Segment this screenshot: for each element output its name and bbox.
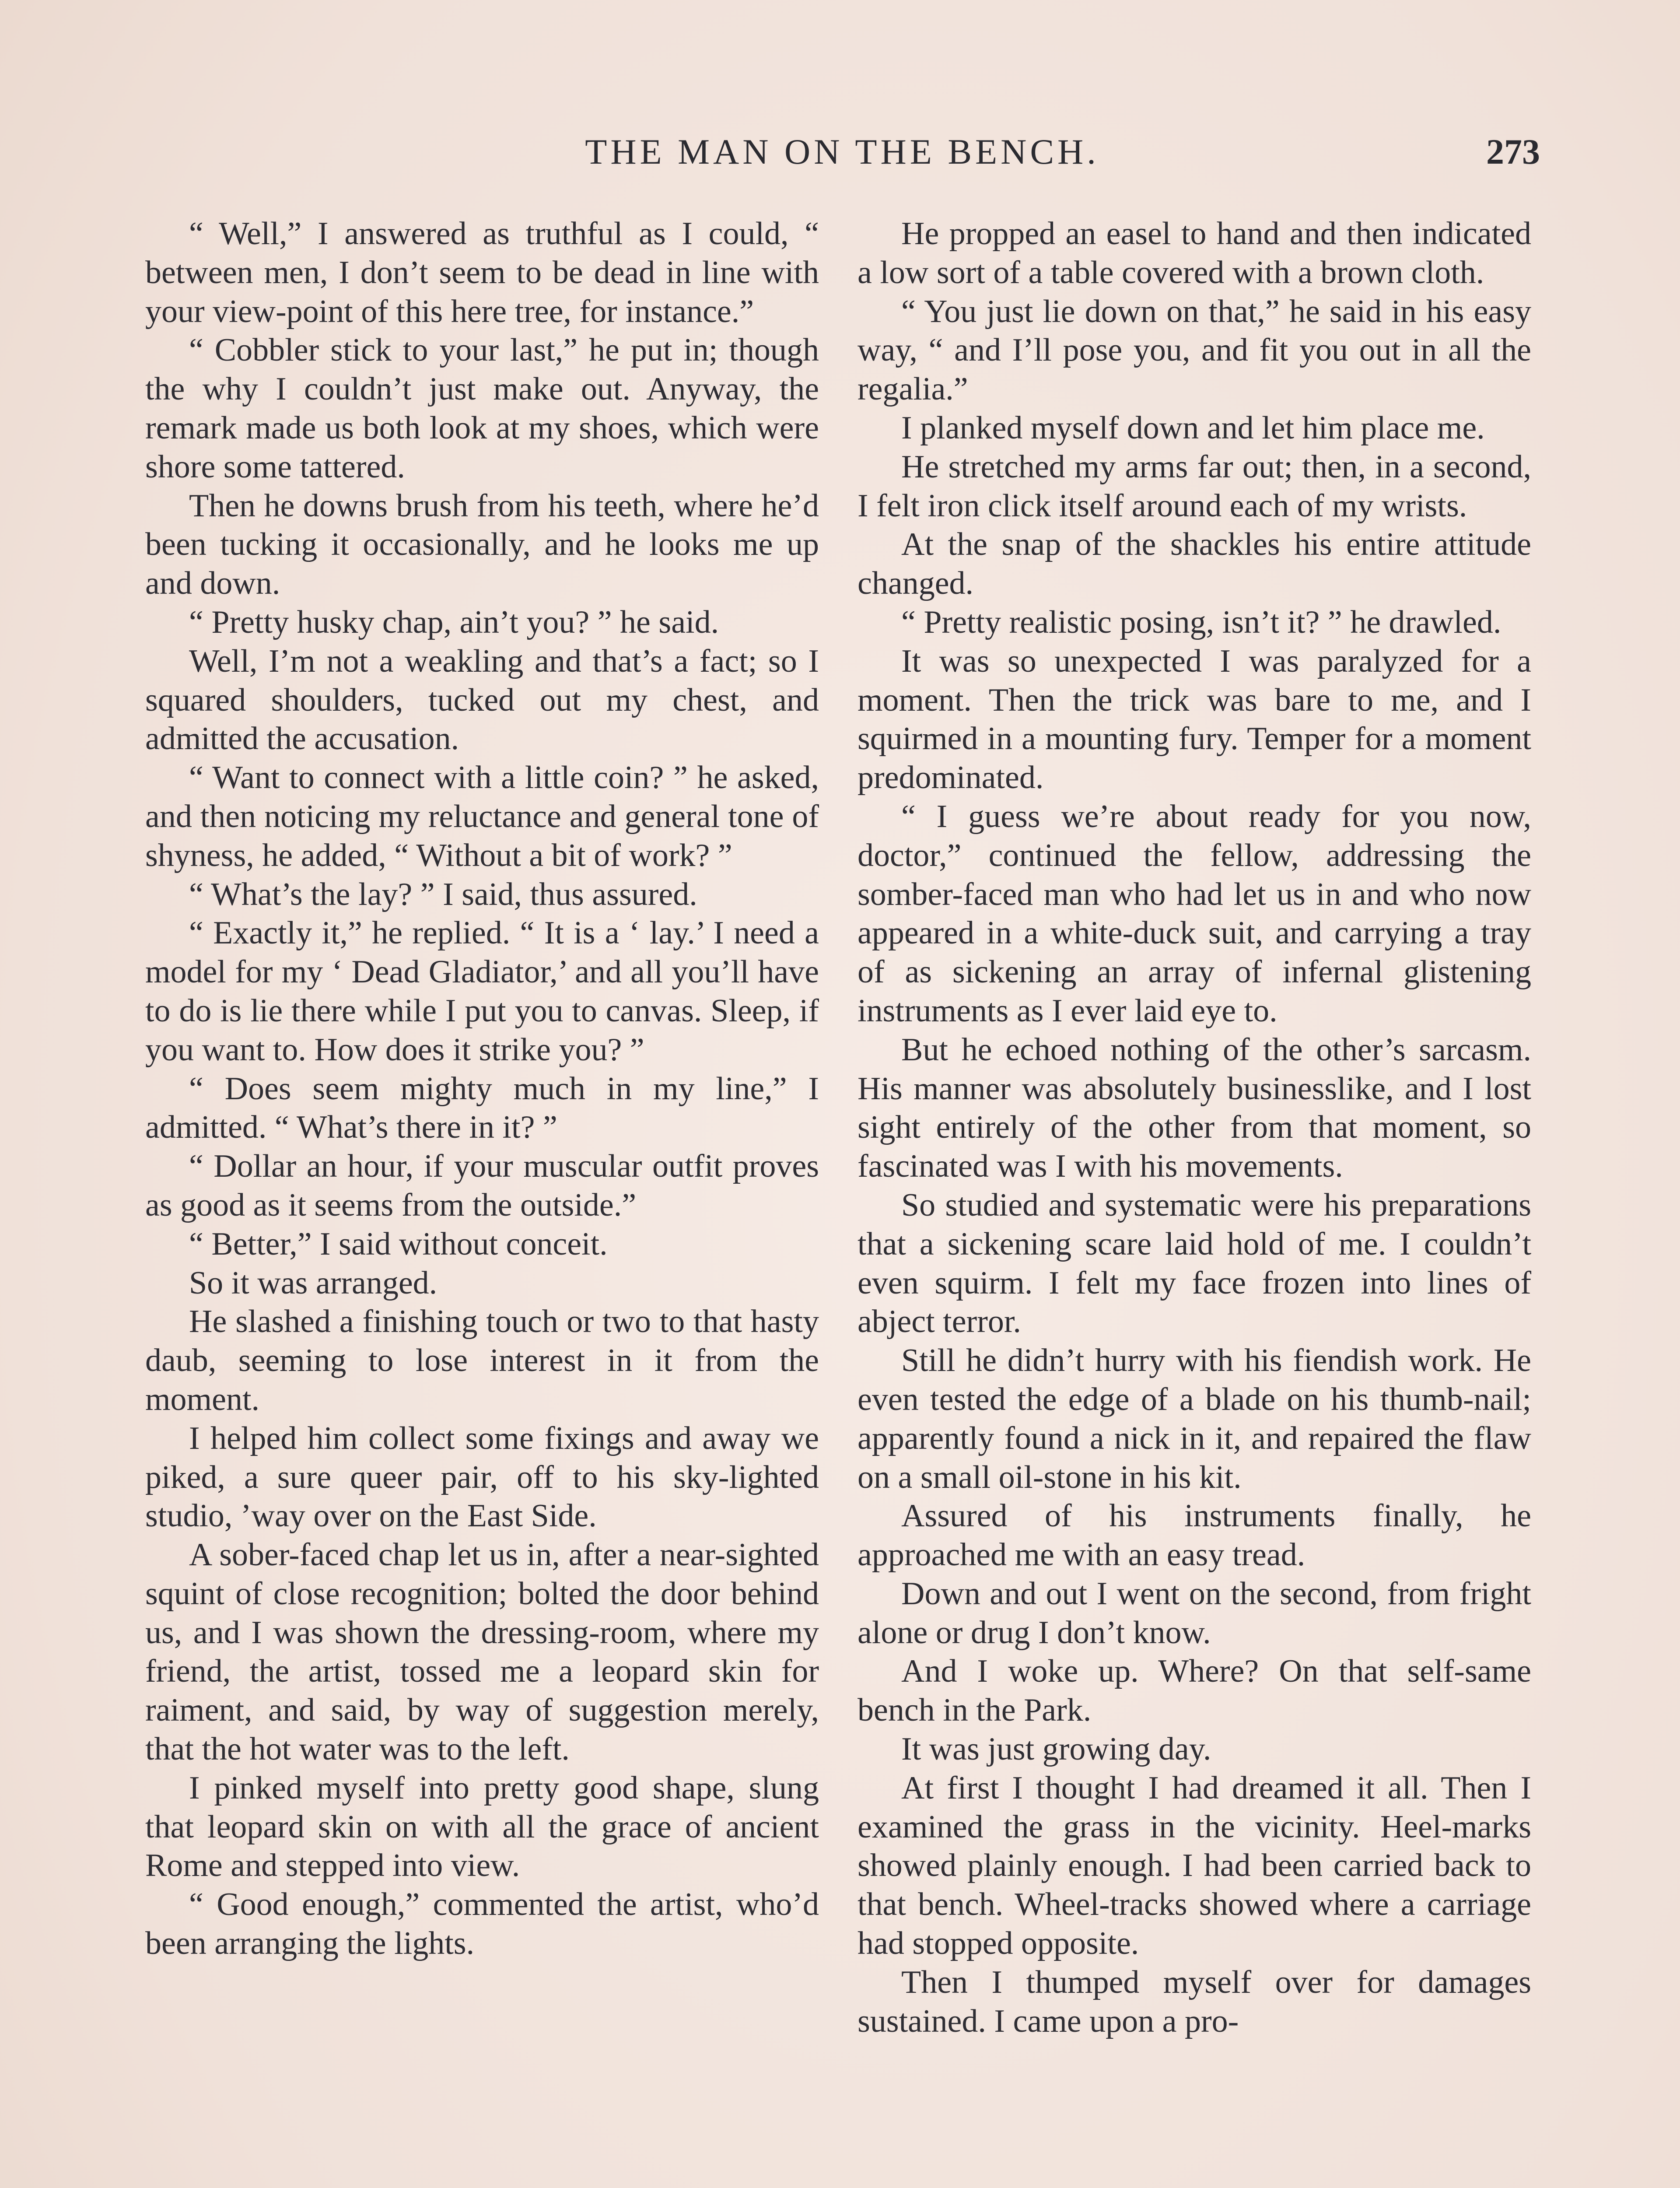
paragraph: It was so unexpected I was paralyzed for a moment. Then the trick was bare to me, and I squirmed in a mounting fury. Temper for a moment predominated.: [858, 643, 1531, 796]
paragraph: Assured of his instruments finally, he approached me with an easy tread.: [858, 1498, 1531, 1573]
paragraph: “ Good enough,” commented the artist, who’d been arranging the lights.: [145, 1886, 819, 1962]
right-text-column: [858, 214, 1531, 2041]
page-header: [144, 131, 1540, 179]
paragraph: I planked myself down and let him place me.: [901, 410, 1485, 446]
paragraph: At the snap of the shackles his entire attitude changed.: [858, 526, 1531, 602]
paragraph: So it was arranged.: [189, 1265, 438, 1301]
paragraph: “ Cobbler stick to your last,” he put in; though the why I couldn’t just make out. Anyway, the remark made us both look at my shoes, which were shore some tattered.: [145, 332, 819, 485]
paragraph: Then he downs brush from his teeth, where he’d been tucking it occasionally, and he looks me up and down.: [145, 487, 819, 602]
paragraph: “ Dollar an hour, if your muscular outfit proves as good as it seems from the outside.”: [145, 1148, 819, 1223]
paragraph: And I woke up. Where? On that self-same bench in the Park.: [858, 1653, 1531, 1729]
paragraph: Down and out I went on the second, from fright alone or drug I don’t know.: [858, 1575, 1531, 1651]
paragraph: “ Want to connect with a little coin? ” he asked, and then noticing my reluctance and general tone of shyness, he added, “ Without a bit of work? ”: [145, 760, 819, 873]
paragraph: He stretched my arms far out; then, in a second, I felt iron click itself around each of my wrists.: [858, 449, 1531, 524]
paragraph: “ Pretty husky chap, ain’t you? ” he said.: [189, 604, 719, 640]
paragraph: He propped an easel to hand and then indicated a low sort of a table covered with a brown cloth.: [858, 216, 1531, 291]
paragraph: He slashed a finishing touch or two to that hasty daub, seeming to lose interest in it from the moment.: [145, 1304, 819, 1417]
paragraph: But he echoed nothing of the other’s sarcasm. His manner was absolutely businesslike, and I lost sight entirely of the other from that moment, so fascinated was I with his movements.: [858, 1031, 1531, 1185]
paragraph: “ What’s the lay? ” I said, thus assured.: [189, 876, 697, 912]
left-text-column: [145, 214, 819, 1963]
paragraph: “ Pretty realistic posing, isn’t it? ” he drawled.: [901, 604, 1502, 640]
paragraph: Still he didn’t hurry with his fiendish work. He even tested the edge of a blade on his thumb-nail; apparently found a nick in it, and repaired the flaw on a small oil-stone in his kit.: [858, 1343, 1531, 1495]
paragraph: I pinked myself into pretty good shape, slung that leopard skin on with all the grace of ancient Rome and stepped into view.: [145, 1770, 819, 1884]
paragraph: So studied and systematic were his preparations that a sickening scare laid hold of me. I couldn’t even squirm. I felt my face frozen into lines of abject terror.: [858, 1187, 1531, 1340]
paragraph: “ You just lie down on that,” he said in his easy way, “ and I’ll pose you, and fit you out in all the regalia.”: [858, 293, 1531, 407]
paragraph: A sober-faced chap let us in, after a near-sighted squint of close recognition; bolted the door behind us, and I was shown the dressing-room, where my friend, the artist, tossed me a leopard skin for raiment, and said, by way of suggestion merely, that the hot water was to the left.: [145, 1537, 819, 1767]
paragraph: I helped him collect some fixings and away we piked, a sure queer pair, off to his sky-lighted studio, ’way over on the East Side.: [145, 1420, 819, 1534]
running-head: THE MAN ON THE BENCH.: [585, 132, 1099, 172]
paragraph: “ Exactly it,” he replied. “ It is a ‘ lay.’ I need a model for my ‘ Dead Gladiator,’ and all you’ll have to do is lie there while I put you to canvas. Sleep, if you want to. How does it strike you? ”: [145, 915, 819, 1068]
paragraph: “ I guess we’re about ready for you now, doctor,” continued the fellow, addressing the somber-faced man who had let us in and who now appeared in a white-duck suit, and carrying a tray of as sickening an array of infernal glistening instruments as I ever laid eye to.: [858, 798, 1531, 1029]
paragraph: At first I thought I had dreamed it all. Then I examined the grass in the vicinity. Heel-marks showed plainly enough. I had been carried back to that bench. Wheel-tracks showed where a carriage had stopped opposite.: [858, 1770, 1531, 1962]
paragraph: Well, I’m not a weakling and that’s a fact; so I squared shoulders, tucked out my chest, and admitted the accusation.: [145, 643, 819, 757]
paragraph: “ Better,” I said without conceit.: [189, 1226, 608, 1262]
page-number: 273: [1486, 132, 1540, 172]
paragraph: “ Well,” I answered as truthful as I could, “ between men, I don’t seem to be dead in line with your view-point of this here tree, for instance.”: [145, 216, 819, 330]
paragraph: Then I thumped myself over for damages sustained. I came upon a pro-: [858, 1964, 1531, 2039]
paragraph: It was just growing day.: [901, 1731, 1211, 1767]
paragraph: “ Does seem mighty much in my line,” I admitted. “ What’s there in it? ”: [145, 1070, 819, 1146]
